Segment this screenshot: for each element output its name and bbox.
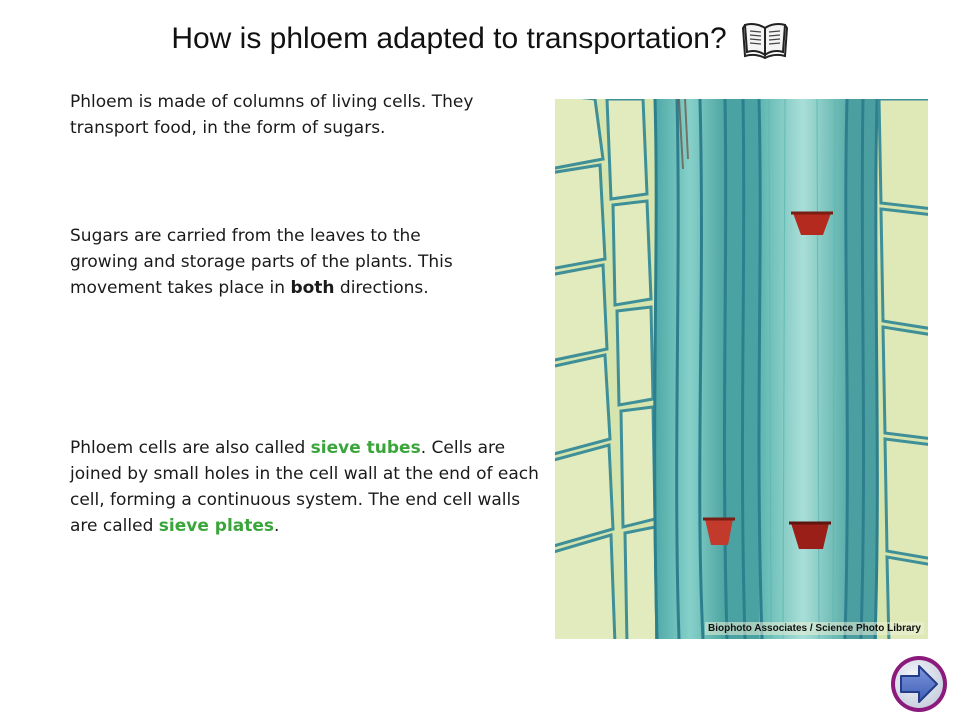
page-title: How is phloem adapted to transportation?	[171, 22, 727, 55]
phloem-micrograph	[555, 99, 928, 639]
term-sieve-tubes: sieve tubes	[310, 438, 421, 458]
next-slide-button[interactable]	[887, 654, 951, 714]
emphasis-both: both	[290, 278, 335, 298]
paragraph-sieve-tubes	[70, 435, 548, 539]
paragraph-sieve-text-1: Phloem cells are also called	[70, 438, 311, 458]
paragraph-sieve-text-3: .	[274, 516, 280, 536]
paragraph-phloem-intro: Phloem is made of columns of living cells. They transport food, in the form of sugars.	[70, 92, 474, 138]
paragraph-sugar-movement	[70, 223, 490, 301]
arrow-right-icon	[887, 654, 951, 714]
micrograph-drawing	[555, 99, 928, 639]
image-credit: Biophoto Associates / Science Photo Library	[705, 622, 924, 635]
title-row	[0, 14, 960, 64]
paragraph-sieve-text-2: . Cells are joined by small holes in the cell wall at the end of each cell, forming a continuous system. The end cell walls are called	[70, 438, 539, 536]
paragraph-sugar-text: Sugars are carried from the leaves to the growing and storage parts of the plants. This movement takes place in	[70, 226, 453, 298]
paragraph-sugar-end: directions.	[334, 278, 429, 298]
term-sieve-plates: sieve plates	[158, 516, 275, 536]
open-book-icon	[741, 18, 789, 60]
